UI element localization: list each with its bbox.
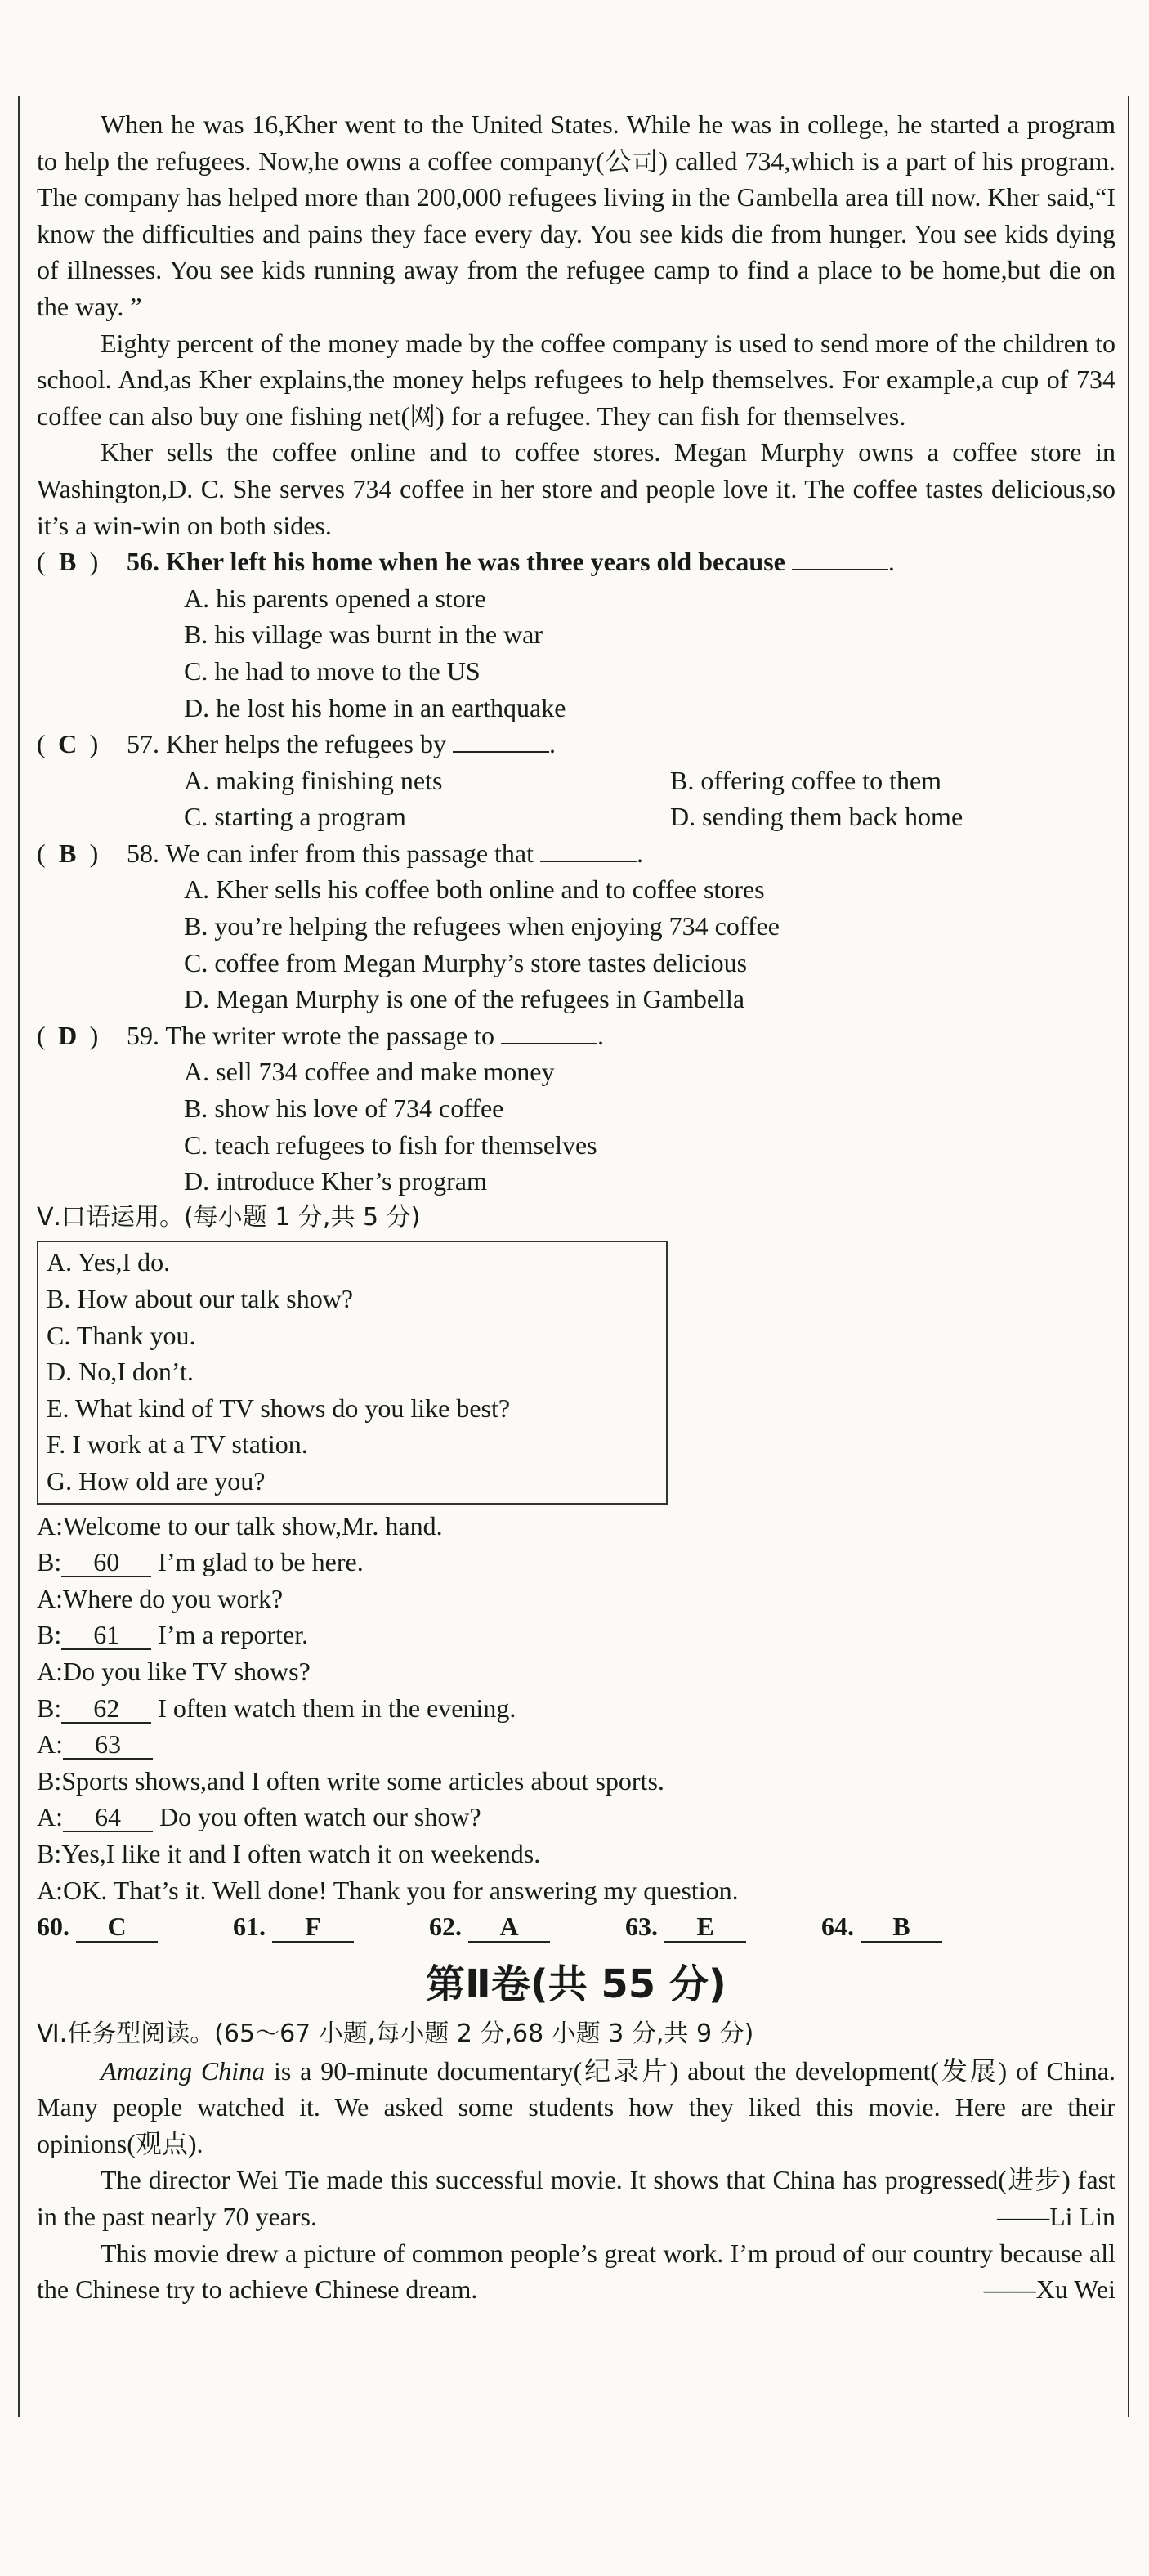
answer-57: C [58, 729, 78, 759]
option-a: A. Kher sells his coffee both online and to coffee stores [184, 874, 765, 905]
option-row [37, 653, 1115, 690]
box-option-g: G. How old are you? [47, 1465, 266, 1496]
option-row [37, 1163, 1115, 1200]
box-option-c: C. Thank you. [47, 1320, 196, 1350]
signature-xu-wei: ——Xu Wei [983, 2274, 1115, 2305]
section-6-paragraph-3: This movie drew a picture of common people’s great work. I’m proud of our country because all the Chinese try to achieve Chinese dream. ——Xu Wei [37, 2235, 1115, 2308]
option-b: B. you’re helping the refugees when enjoying 734 coffee [184, 911, 780, 941]
dialogue-blank: 63 [63, 1730, 153, 1760]
option-row [37, 1053, 1115, 1090]
option-row [37, 798, 1115, 835]
question-stem: 56. Kher left his home when he was three years old because [127, 547, 785, 577]
passage-paragraph-2: Eighty percent of the money made by the coffee company is used to send more of the children to school. And,as Kher explains,the money helps refugees to help themselves. For example,a cup of 734 coffee can also buy one fishing net(网) for a refugee. They can fish for themselves. [37, 328, 1115, 431]
option-row [37, 908, 1115, 945]
dialogue-line: B:Yes,I like it and I often watch it on weekends. [37, 1838, 541, 1868]
option-row [37, 981, 1115, 1017]
option-b: B. his village was burnt in the war [184, 619, 543, 650]
option-row [37, 1127, 1115, 1164]
dialogue-blank: 62 [61, 1694, 151, 1724]
answer-60: 60. C [37, 1908, 158, 1945]
option-row [37, 763, 1115, 799]
question-56: ( B ) 56. Kher left his home when he was three years old because . [37, 543, 1115, 580]
dialogue-line: B: 60 I’m glad to be here. [37, 1547, 364, 1577]
option-c: C. he had to move to the US [184, 655, 481, 686]
option-c: C. coffee from Megan Murphy’s store tastes delicious [184, 947, 748, 977]
box-option-e: E. What kind of TV shows do you like best? [47, 1393, 511, 1423]
dialogue-line: A:Where do you work? [37, 1583, 284, 1613]
box-option-f: F. I work at a TV station. [47, 1429, 308, 1460]
answer-blank [453, 730, 549, 753]
option-c: C. teach refugees to fish for themselves [184, 1129, 597, 1160]
answer-56: B [58, 547, 77, 577]
part-2-title: 第Ⅱ卷(共 55 分) [426, 1961, 727, 2008]
dialogue-blank: 64 [63, 1803, 153, 1832]
dialogue-line: A:OK. That’s it. Well done! Thank you for answering my question. [37, 1875, 739, 1905]
option-row [37, 616, 1115, 653]
answer-58: B [58, 838, 77, 868]
dialogue-line: A:Do you like TV shows? [37, 1656, 311, 1686]
question-stem: 59. The writer wrote the passage to [127, 1020, 494, 1050]
movie-title: Amazing China [101, 2055, 266, 2086]
passage-paragraph-3: Kher sells the coffee online and to coffee stores. Megan Murphy owns a coffee store in Washington,D. C. She serves 734 coffee in her store and people love it. The coffee tastes delicious,so it’s a win-win on both sides. [37, 437, 1115, 540]
box-option-d: D. No,I don’t. [47, 1357, 194, 1387]
question-stem: 58. We can infer from this passage that [127, 838, 534, 868]
option-row [37, 580, 1115, 617]
option-c: C. starting a program [184, 802, 406, 832]
exam-page [37, 106, 1115, 2308]
option-row [37, 690, 1115, 727]
box-option-b: B. How about our talk show? [47, 1284, 354, 1313]
right-margin-rule [1128, 96, 1129, 2417]
options-box [37, 1241, 668, 1504]
option-b: B. show his love of 734 coffee [184, 1093, 504, 1124]
dialogue-line: B: 62 I often watch them in the evening. [37, 1693, 516, 1723]
option-a: A. his parents opened a store [184, 583, 486, 613]
answer-62: 62. A [429, 1908, 550, 1945]
dialogue-blank: 61 [61, 1621, 151, 1650]
section-6-paragraph-2: The director Wei Tie made this successful movie. It shows that China has progressed(进步) fast in the past nearly 70 years. ——Li Lin [37, 2162, 1115, 2234]
option-d: D. sending them back home [670, 802, 963, 832]
option-d: D. introduce Kher’s program [184, 1166, 487, 1196]
dialogue-line: A: 63 [37, 1726, 1115, 1763]
option-row [37, 1090, 1115, 1127]
question-stem: 57. Kher helps the refugees by [127, 729, 446, 759]
dialogue-blank: 60 [61, 1548, 151, 1577]
dialogue-line: B:Sports shows,and I often write some articles about sports. [37, 1765, 664, 1796]
option-b: B. offering coffee to them [670, 765, 942, 795]
answer-64: 64. B [821, 1908, 942, 1945]
left-margin-rule [18, 96, 20, 2417]
section-6-paragraph-1: Amazing China is a 90-minute documentary(纪录片) about the development(发展) of China. Many people watched it. We asked some students how they liked this movie. Here are their opinions(观点). [37, 2055, 1115, 2158]
option-row [37, 871, 1115, 908]
answer-blank [501, 1022, 597, 1044]
option-d: D. he lost his home in an earthquake [184, 692, 566, 722]
option-d: D. Megan Murphy is one of the refugees in Gambella [184, 984, 745, 1014]
question-59: ( D ) 59. The writer wrote the passage to . [37, 1017, 1115, 1054]
option-row [37, 945, 1115, 982]
answer-blank [792, 548, 888, 570]
section-6-title: Ⅵ.任务型阅读。(65～67 小题,每小题 2 分,68 小题 3 分,共 9 分) [37, 2019, 754, 2049]
dialogue-line: B: 61 I’m a reporter. [37, 1620, 309, 1650]
answer-line [37, 1908, 1115, 1951]
signature-li-lin: ——Li Lin [997, 2202, 1115, 2232]
option-a: A. sell 734 coffee and make money [184, 1057, 555, 1087]
answer-59: D [58, 1020, 78, 1050]
section-5-title: Ⅴ.口语运用。(每小题 1 分,共 5 分) [37, 1202, 421, 1232]
dialogue-line: A:Welcome to our talk show,Mr. hand. [37, 1510, 443, 1541]
dialogue-line: A: 64 Do you often watch our show? [37, 1802, 481, 1832]
question-58: ( B ) 58. We can infer from this passage that . [37, 835, 1115, 872]
answer-63: 63. E [625, 1908, 746, 1945]
question-57: ( C ) 57. Kher helps the refugees by . [37, 726, 1115, 763]
answer-61: 61. F [233, 1908, 354, 1945]
passage-paragraph-1: When he was 16,Kher went to the United States. While he was in college, he started a program to help the refugees. Now,he owns a coffee company(公司) called 734,which is a part of his program. The company has helped more than 200,000 refugees living in the Gambella area till now. Kher said,“I know the difficulties and pains they face every day. You see kids die from hunger. You see kids dying of illnesses. You see kids running away from the refugee camp to find a place to be home,but die on the way. ” [37, 110, 1115, 321]
option-a: A. making finishing nets [184, 765, 443, 795]
answer-blank [540, 839, 637, 862]
box-option-a: A. Yes,I do. [47, 1247, 171, 1277]
